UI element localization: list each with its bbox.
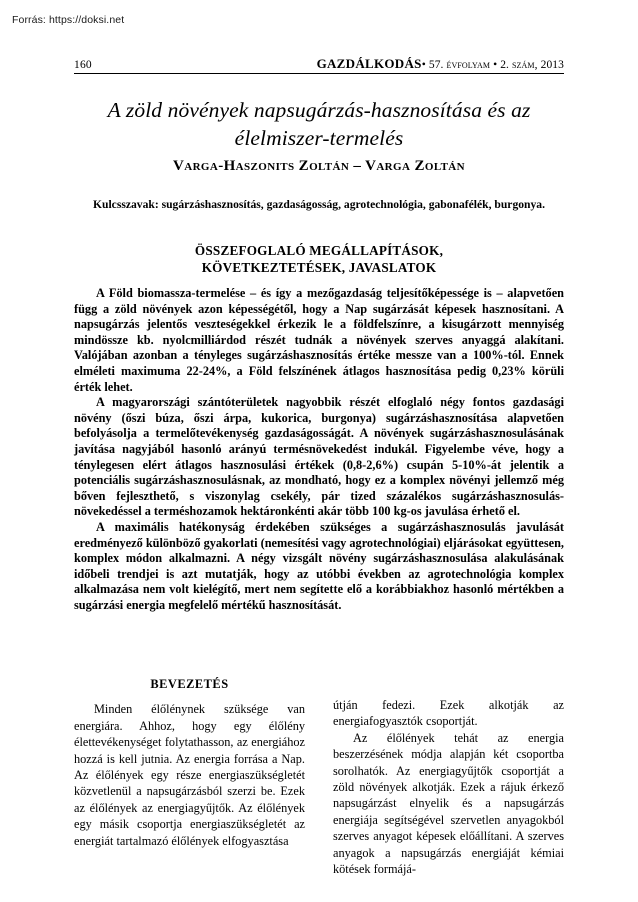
summary-heading	[74, 242, 564, 276]
summary-heading-line-1: ÖSSZEFOGLALÓ MEGÁLLAPÍTÁSOK,	[194, 243, 444, 258]
article-title: A zöld növények napsugárzás-hasznosítása és az élelmiszer-termelés	[107, 98, 531, 150]
summary-heading-line-2: KÖVETKEZTETÉSEK, JAVASLATOK	[201, 260, 437, 275]
two-column-section	[74, 676, 564, 896]
body-paragraph: útján fedezi. Ezek alkotják az energiafogyasztók csoportját.	[333, 698, 564, 729]
introduction-heading: BEVEZETÉS	[150, 677, 229, 691]
citation-separator-1: •	[421, 59, 426, 71]
journal-name: GAZDÁLKODÁS	[316, 56, 422, 71]
issue-number: 2.	[500, 59, 510, 71]
summary-paragraph: A magyarországi szántóterületek nagyobbik részét elfoglaló négy fontos gazdasági növény (őszi búza, őszi árpa, kukorica, burgonya) sugárzáshasznosítása alapvetően befolyásolja a termelőtevékenység gazdaságosságát. A növények sugárzáshasznosulásának javítása nagyjából hasonló arányú termésnövekedést indukál. Figyelembe véve, hogy a ténylegesen elért átlagos hasznosulási értékek (0,8-2,6%) csupán 5-10%-át jelentik a potenciális sugárzáshasznosulásnak, az mondható, hogy ez a komplex növényi jellemző még bőven fejleszthető, s viszonylag csekély, pár tized százalékos sugárzáshasznosulás-növekedéssel a terméshozamok hektáronkénti akár több 100 kg-os javulása érhető el.	[74, 395, 564, 519]
summary-paragraph: A maximális hatékonyság érdekében szükséges a sugárzáshasznosulás javulását eredményező különböző gyakorlati (nemesítési vagy agrotechnológiai) eljárásokat együttesen, komplex módon alkalmazni. A négy vizsgált növény sugárzáshasznosulása alakulásának időbeli trendjei is azt mutatják, hogy az utóbbi években az agrotechnológia komplex alkalmazása nem volt kielégítő, mert nem segítette elő a korábbiakhoz hasonló mértékben a sugárzási energia megfelelő mértékű hasznosítását.	[74, 519, 564, 612]
volume-word: évfolyam	[446, 59, 491, 71]
publication-year: 2013	[540, 59, 564, 71]
running-head	[74, 56, 564, 76]
header-rule	[74, 73, 564, 74]
column-left	[74, 676, 305, 896]
journal-citation	[317, 56, 564, 72]
body-paragraph: Az élőlények tehát az energia beszerzésének módja alapján két csoportba sorolhatók. Az energiagyűjtők csoportját a zöld növények alkotják. Ezek a rájuk érkező napsugárzást elnyelik és a napsugárzás energiája segítségével szervetlen anyagokból szerves anyagot képesek előállítani. A szerves anyagok a napsugárzás energiáját kémiai kötések formájá-	[333, 730, 564, 877]
issue-word: szám,	[512, 59, 538, 71]
column-right	[333, 676, 564, 896]
source-watermark: Forrás: https://doksi.net	[12, 14, 125, 26]
citation-separator-2: •	[493, 59, 498, 71]
article-authors: Varga-Haszonits Zoltán – Varga Zoltán	[173, 158, 465, 174]
page-number: 160	[74, 59, 92, 71]
column-right-spacer	[333, 676, 564, 697]
summary-paragraph: A Föld biomassza-termelése – és így a mezőgazdaság teljesítőképessége is – alapvetően függ a zöld növények azon képességétől, hogy a Nap sugárzását képesek hasznosítani. A napsugárzás jelentős veszteségekkel érkezik le a földfelszínre, a kisugárzott mennyiség mindössze kb. nyolcmilliárdod részét tudnák a növények szerves anyaggá alakítani. Valójában azonban a tényleges sugárzáshasznosítás értéke messze van a 100%-tól. Ennek elméleti maximuma 22-24%, a Föld felszínének átlagos hasznosítása pedig 0,23% körüli érték lehet.	[74, 286, 564, 394]
body-paragraph: Minden élőlénynek szüksége van energiára. Ahhoz, hogy egy élőlény élettevékenységet folytathasson, az energiához hozzá is kell jutnia. Az energia forrása a Nap. Az élőlények egy része energiaszükségletét közvetlenül a napsugárzásból szerzi be. Ezek az élőlények az energiagyűjtők. Az élőlények egy másik csoportja energiaszükségletét az energiát tartalmazó élőlények elfogyasztása	[74, 702, 305, 848]
article-keywords: Kulcsszavak: sugárzáshasznosítás, gazdaságosság, agrotechnológia, gabonafélék, burgonya.	[93, 198, 545, 211]
summary-body	[74, 286, 564, 613]
volume-number: 57.	[428, 59, 444, 71]
